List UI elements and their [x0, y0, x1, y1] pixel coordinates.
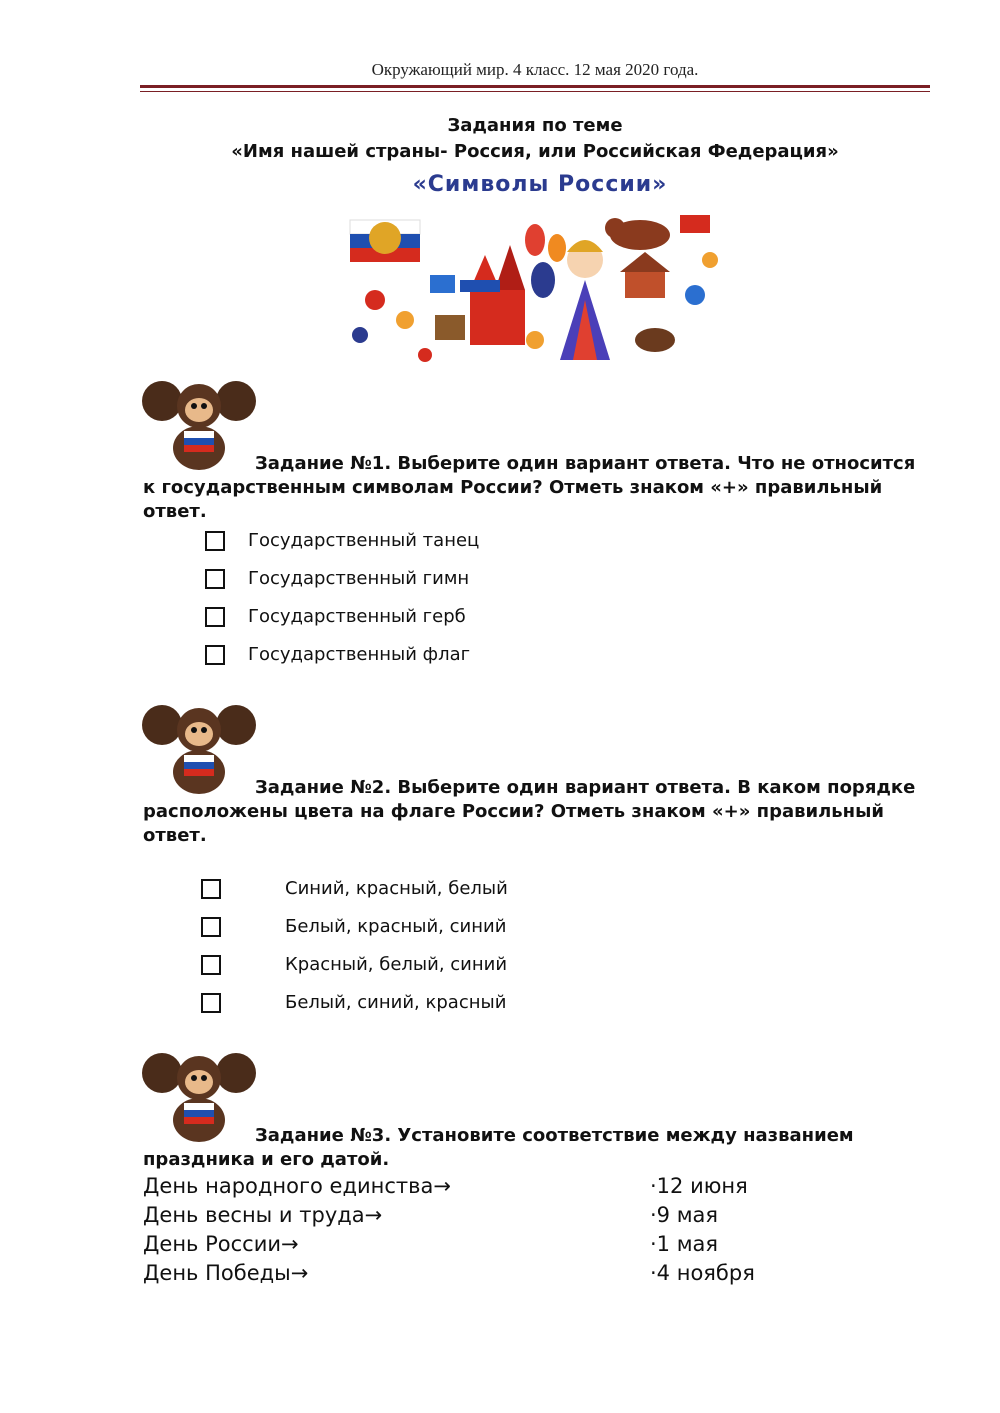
task1-option-label: Государственный гимн [248, 568, 470, 589]
task1-option-label: Государственный танец [248, 530, 480, 551]
document-header: Окружающий мир. 4 класс. 12 мая 2020 года. [371, 60, 699, 79]
header-rule-thick [140, 85, 930, 88]
task1-checkbox[interactable] [205, 645, 225, 665]
date-item[interactable]: ·9 мая [650, 1203, 719, 1227]
task2-option[interactable] [201, 992, 506, 1013]
task2-option[interactable] [201, 954, 507, 975]
task1-option[interactable] [205, 530, 479, 551]
date-item[interactable]: ·1 мая [650, 1232, 719, 1256]
task2-checkbox[interactable] [201, 917, 221, 937]
holiday-item[interactable]: День России→ [143, 1232, 299, 1256]
task1-checkbox[interactable] [205, 531, 225, 551]
banner-title: «Символы России» [412, 172, 668, 197]
task2-checkbox[interactable] [201, 955, 221, 975]
task1-option[interactable] [205, 606, 466, 627]
date-item[interactable]: ·4 ноября [650, 1261, 755, 1285]
date-list [650, 1172, 755, 1288]
russia-symbols-illustration [335, 200, 735, 380]
holiday-list [143, 1172, 451, 1288]
task1-option[interactable] [205, 644, 470, 665]
task3-text: Задание №3. Установите соответствие между названием праздника и его датой. [143, 1125, 854, 1170]
holiday-item[interactable]: День Победы→ [143, 1261, 309, 1285]
task2-option[interactable] [201, 878, 508, 899]
task2-option-label: Красный, белый, синий [285, 954, 508, 975]
task1-option-label: Государственный флаг [248, 644, 471, 665]
task1-option[interactable] [205, 568, 469, 589]
task2-text: Задание №2. Выберите один вариант ответа. В каком порядке расположены цвета на флаге России? Отметь знаком «+» правильный ответ. [143, 777, 916, 846]
date-item[interactable]: ·12 июня [650, 1174, 748, 1198]
task1-text: Задание №1. Выберите один вариант ответа. Что не относится к государственным символам России? Отметь знаком «+» правильный ответ. [143, 453, 916, 522]
task2-option-label: Белый, красный, синий [285, 916, 507, 937]
task2-checkbox[interactable] [201, 993, 221, 1013]
task2-option[interactable] [201, 916, 506, 937]
header-rule-thin [140, 91, 930, 92]
task1-option-label: Государственный герб [248, 606, 466, 627]
task2-checkbox[interactable] [201, 879, 221, 899]
task2-option-label: Белый, синий, красный [285, 992, 507, 1013]
task2-option-label: Синий, красный, белый [285, 878, 508, 899]
holiday-item[interactable]: День весны и труда→ [143, 1203, 383, 1227]
holiday-item[interactable]: День народного единства→ [143, 1174, 451, 1198]
page-title-line1: Задания по теме [447, 115, 623, 136]
task1-checkbox[interactable] [205, 569, 225, 589]
page-title-line2: «Имя нашей страны- Россия, или Российская Федерация» [231, 141, 839, 162]
task1-checkbox[interactable] [205, 607, 225, 627]
